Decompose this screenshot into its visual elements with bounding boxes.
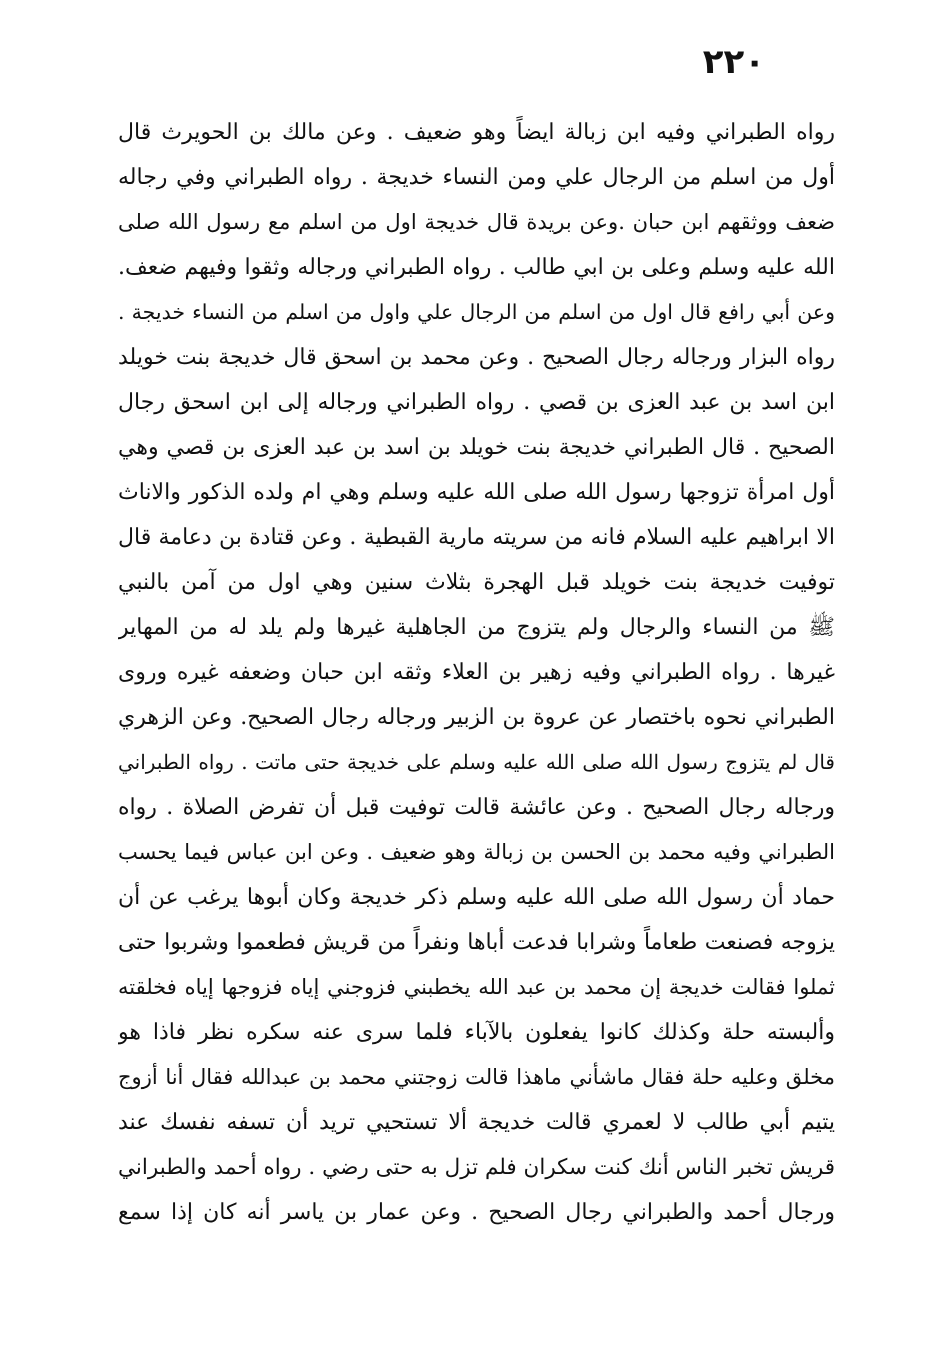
- page-number: ٢٢٠: [702, 42, 765, 82]
- text-line: الصحيح . قال الطبراني خديجة بنت خويلد بن اسد بن عبد العزى بن قصي وهي: [118, 435, 835, 460]
- text-line: الله عليه وسلم وعلى بن ابي طالب . رواه الطبراني ورجاله وثقوا وفيهم ضعف.: [118, 255, 835, 280]
- text-line: ضعف ووثقهم ابن حبان .وعن بريدة قال خديجة اول من اسلم مع رسول الله صلى: [118, 210, 835, 234]
- text-line: أول من اسلم من الرجال علي ومن النساء خديجة . رواه الطبراني وفي رجاله: [118, 165, 835, 190]
- text-line: يتيم أبي طالب لا لعمري قالت خديجة ألا تستحيي تريد أن تسفه نفسك عند: [118, 1110, 835, 1135]
- text-line: ثملوا فقالت خديجة إن محمد بن عبد الله يخطبني فزوجني إياه فزوجها إياه فخلقته: [118, 975, 835, 999]
- text-line: الطبراني نحوه باختصار عن عروة بن الزبير ورجاله رجال الصحيح. وعن الزهري: [118, 705, 835, 730]
- text-line: حماد أن رسول الله صلى الله عليه وسلم ذكر خديجة وكان أبوها يرغب عن أن: [118, 885, 835, 910]
- text-line: وألبسته حلة وكذلك كانوا يفعلون بالآباء فلما سرى عنه سكره نظر فاذا هو: [118, 1020, 835, 1045]
- text-line: يزوجه فصنعت طعاماً وشرابا فدعت أباها ونفراً من قريش فطعموا وشربوا حتى: [118, 930, 835, 955]
- text-line: ابن اسد بن عبد العزى بن قصي . رواه الطبراني ورجاله إلى ابن اسحق رجال: [118, 390, 835, 415]
- text-line: الطبراني وفيه محمد بن الحسن بن زبالة وهو ضعيف . وعن ابن عباس فيما يحسب: [118, 840, 835, 864]
- body-text: [118, 110, 835, 1235]
- text-line: قال لم يتزوج رسول الله صلى الله عليه وسلم على خديجة حتى ماتت . رواه الطبراني: [118, 750, 835, 774]
- text-line: ورجاله رجال الصحيح . وعن عائشة قالت توفيت قبل أن تفرض الصلاة . رواه: [118, 795, 835, 820]
- text-line: ﷺ من النساء والرجال ولم يتزوج من الجاهلية غيرها ولم يلد له من المهاير: [118, 615, 835, 640]
- text-line: رواه الطبراني وفيه ابن زبالة ايضاً وهو ضعيف . وعن مالك بن الحويرث قال: [118, 120, 835, 145]
- text-line: غيرها . رواه الطبراني وفيه زهير بن العلاء وثقه ابن حبان وضعفه غيره وروى: [118, 660, 835, 685]
- text-line: أول امرأة تزوجها رسول الله صلى الله عليه وسلم وهي ام ولده الذكور والاناث: [118, 480, 835, 505]
- text-line: توفيت خديجة بنت خويلد قبل الهجرة بثلاث سنين وهي اول من آمن بالنبي: [118, 570, 835, 595]
- text-line: الا ابراهيم عليه السلام فانه من سريته مارية القبطية . وعن قتادة بن دعامة قال: [118, 525, 835, 550]
- text-line: مخلق وعليه حلة فقال ماشأني ماهذا قالت زوجتني محمد بن عبدالله فقال أنا أزوج: [118, 1065, 835, 1089]
- text-line: ورجال أحمد والطبراني رجال الصحيح . وعن عمار بن ياسر أنه كان إذا سمع: [118, 1200, 835, 1225]
- text-line: قريش تخبر الناس أنك كنت سكران فلم تزل به حتى رضي . رواه أحمد والطبراني: [118, 1155, 835, 1180]
- text-line: رواه البزار ورجاله رجال الصحيح . وعن محمد بن اسحق قال خديجة بنت خويلد: [118, 345, 835, 370]
- text-line: وعن أبي رافع قال اول من اسلم من الرجال علي واول من اسلم من النساء خديجة .: [118, 300, 835, 324]
